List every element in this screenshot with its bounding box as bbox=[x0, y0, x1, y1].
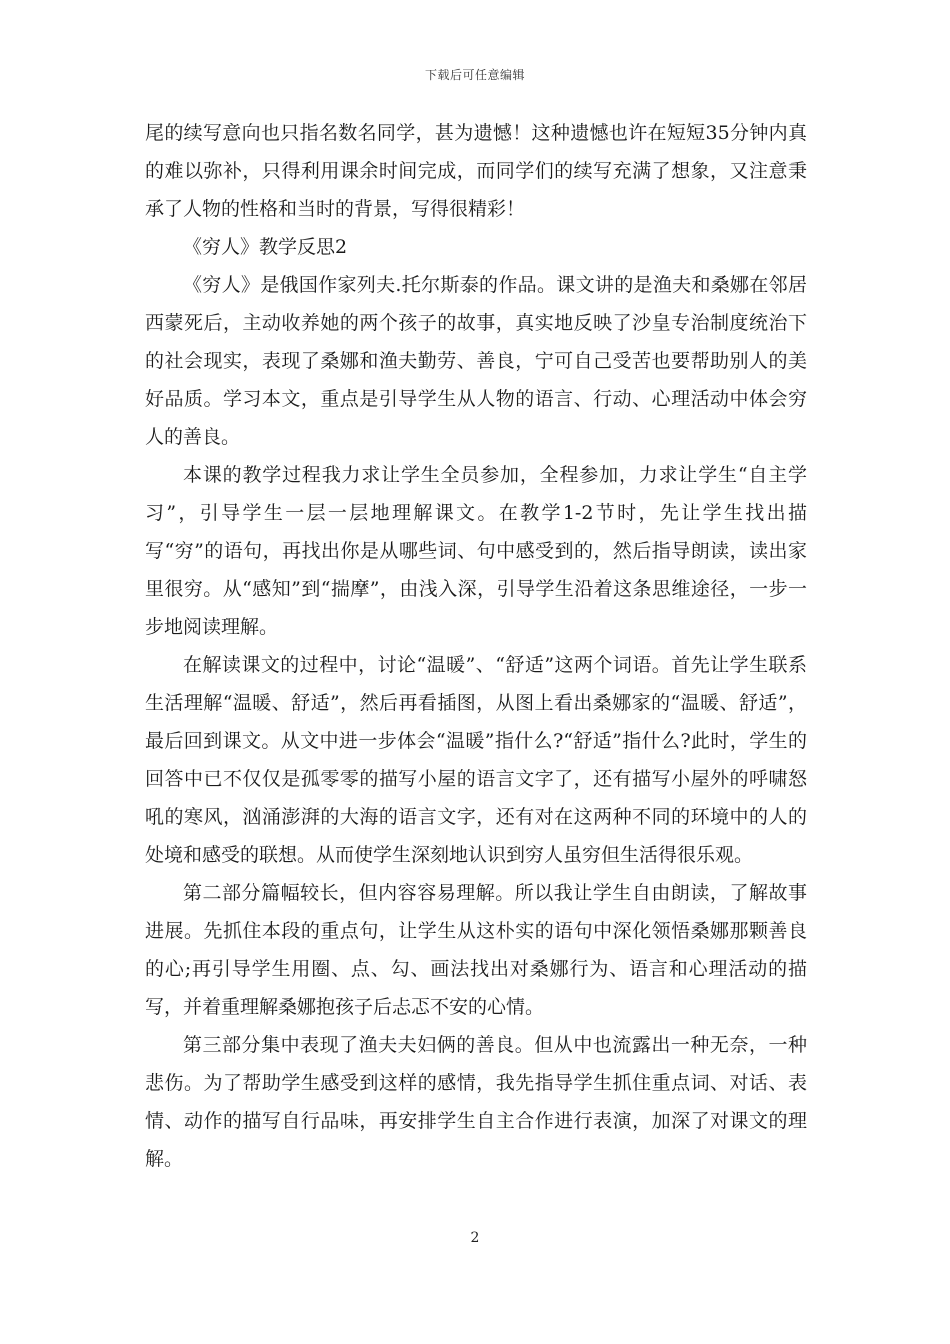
paragraph: 第三部分集中表现了渔夫夫妇俩的善良。但从中也流露出一种无奈，一种悲伤。为了帮助学生感受到这样的感情，我先指导学生抓住重点词、对话、表情、动作的描写自行品味，再安排学生自主合作进行表演，加深了对课文的理解。 bbox=[145, 1034, 807, 1170]
paragraph-continued: 尾的续写意向也只指名数名同学，甚为遗憾！这种遗憾也许在短短35分钟内真的难以弥补，只得利用课余时间完成，而同学们的续写充满了想象，又注意秉承了人物的性格和当时的背景，写得很精彩！ bbox=[145, 122, 807, 220]
section-heading: 《穷人》教学反思2 bbox=[183, 236, 348, 258]
page-number: 2 bbox=[470, 1230, 480, 1246]
paragraph: 《穷人》是俄国作家列夫.托尔斯泰的作品。课文讲的是渔夫和桑娜在邻居西蒙死后，主动收养她的两个孩子的故事，真实地反映了沙皇专治制度统治下的社会现实，表现了桑娜和渔夫勤劳、善良，宁可自己受苦也要帮助别人的美好品质。学习本文，重点是引导学生从人物的语言、行动、心理活动中体会穷人的善良。 bbox=[145, 274, 807, 448]
page-header: 下载后可任意编辑 bbox=[424, 68, 525, 82]
paragraph: 本课的教学过程我力求让学生全员参加，全程参加，力求让学生“自主学习”，引导学生一层一层地理解课文。在教学1-2节时，先让学生找出描写“穷”的语句，再找出你是从哪些词、句中感受到的，然后指导朗读，读出家里很穷。从“感知”到“揣摩”，由浅入深，引导学生沿着这条思维途径，一步一步地阅读理解。 bbox=[145, 464, 807, 638]
paragraph: 在解读课文的过程中，讨论“温暖”、“舒适”这两个词语。首先让学生联系生活理解“温暖、舒适”，然后再看插图，从图上看出桑娜家的“温暖、舒适”，最后回到课文。从文中进一步体会“温暖”指什么?“舒适”指什么?此时，学生的回答中已不仅仅是孤零零的描写小屋的语言文字了，还有描写小屋外的呼啸怒吼的寒风，汹涌澎湃的大海的语言文字，还有对在这两种不同的环境中的人的处境和感受的联想。从而使学生深刻地认识到穷人虽穷但生活得很乐观。 bbox=[145, 654, 807, 866]
paragraph: 第二部分篇幅较长，但内容容易理解。所以我让学生自由朗读，了解故事进展。先抓住本段的重点句，让学生从这朴实的语句中深化领悟桑娜那颗善良的心;再引导学生用圈、点、勾、画法找出对桑娜行为、语言和心理活动的描写，并着重理解桑娜抱孩子后忐忑不安的心情。 bbox=[145, 882, 807, 1018]
document-body bbox=[145, 114, 807, 1178]
